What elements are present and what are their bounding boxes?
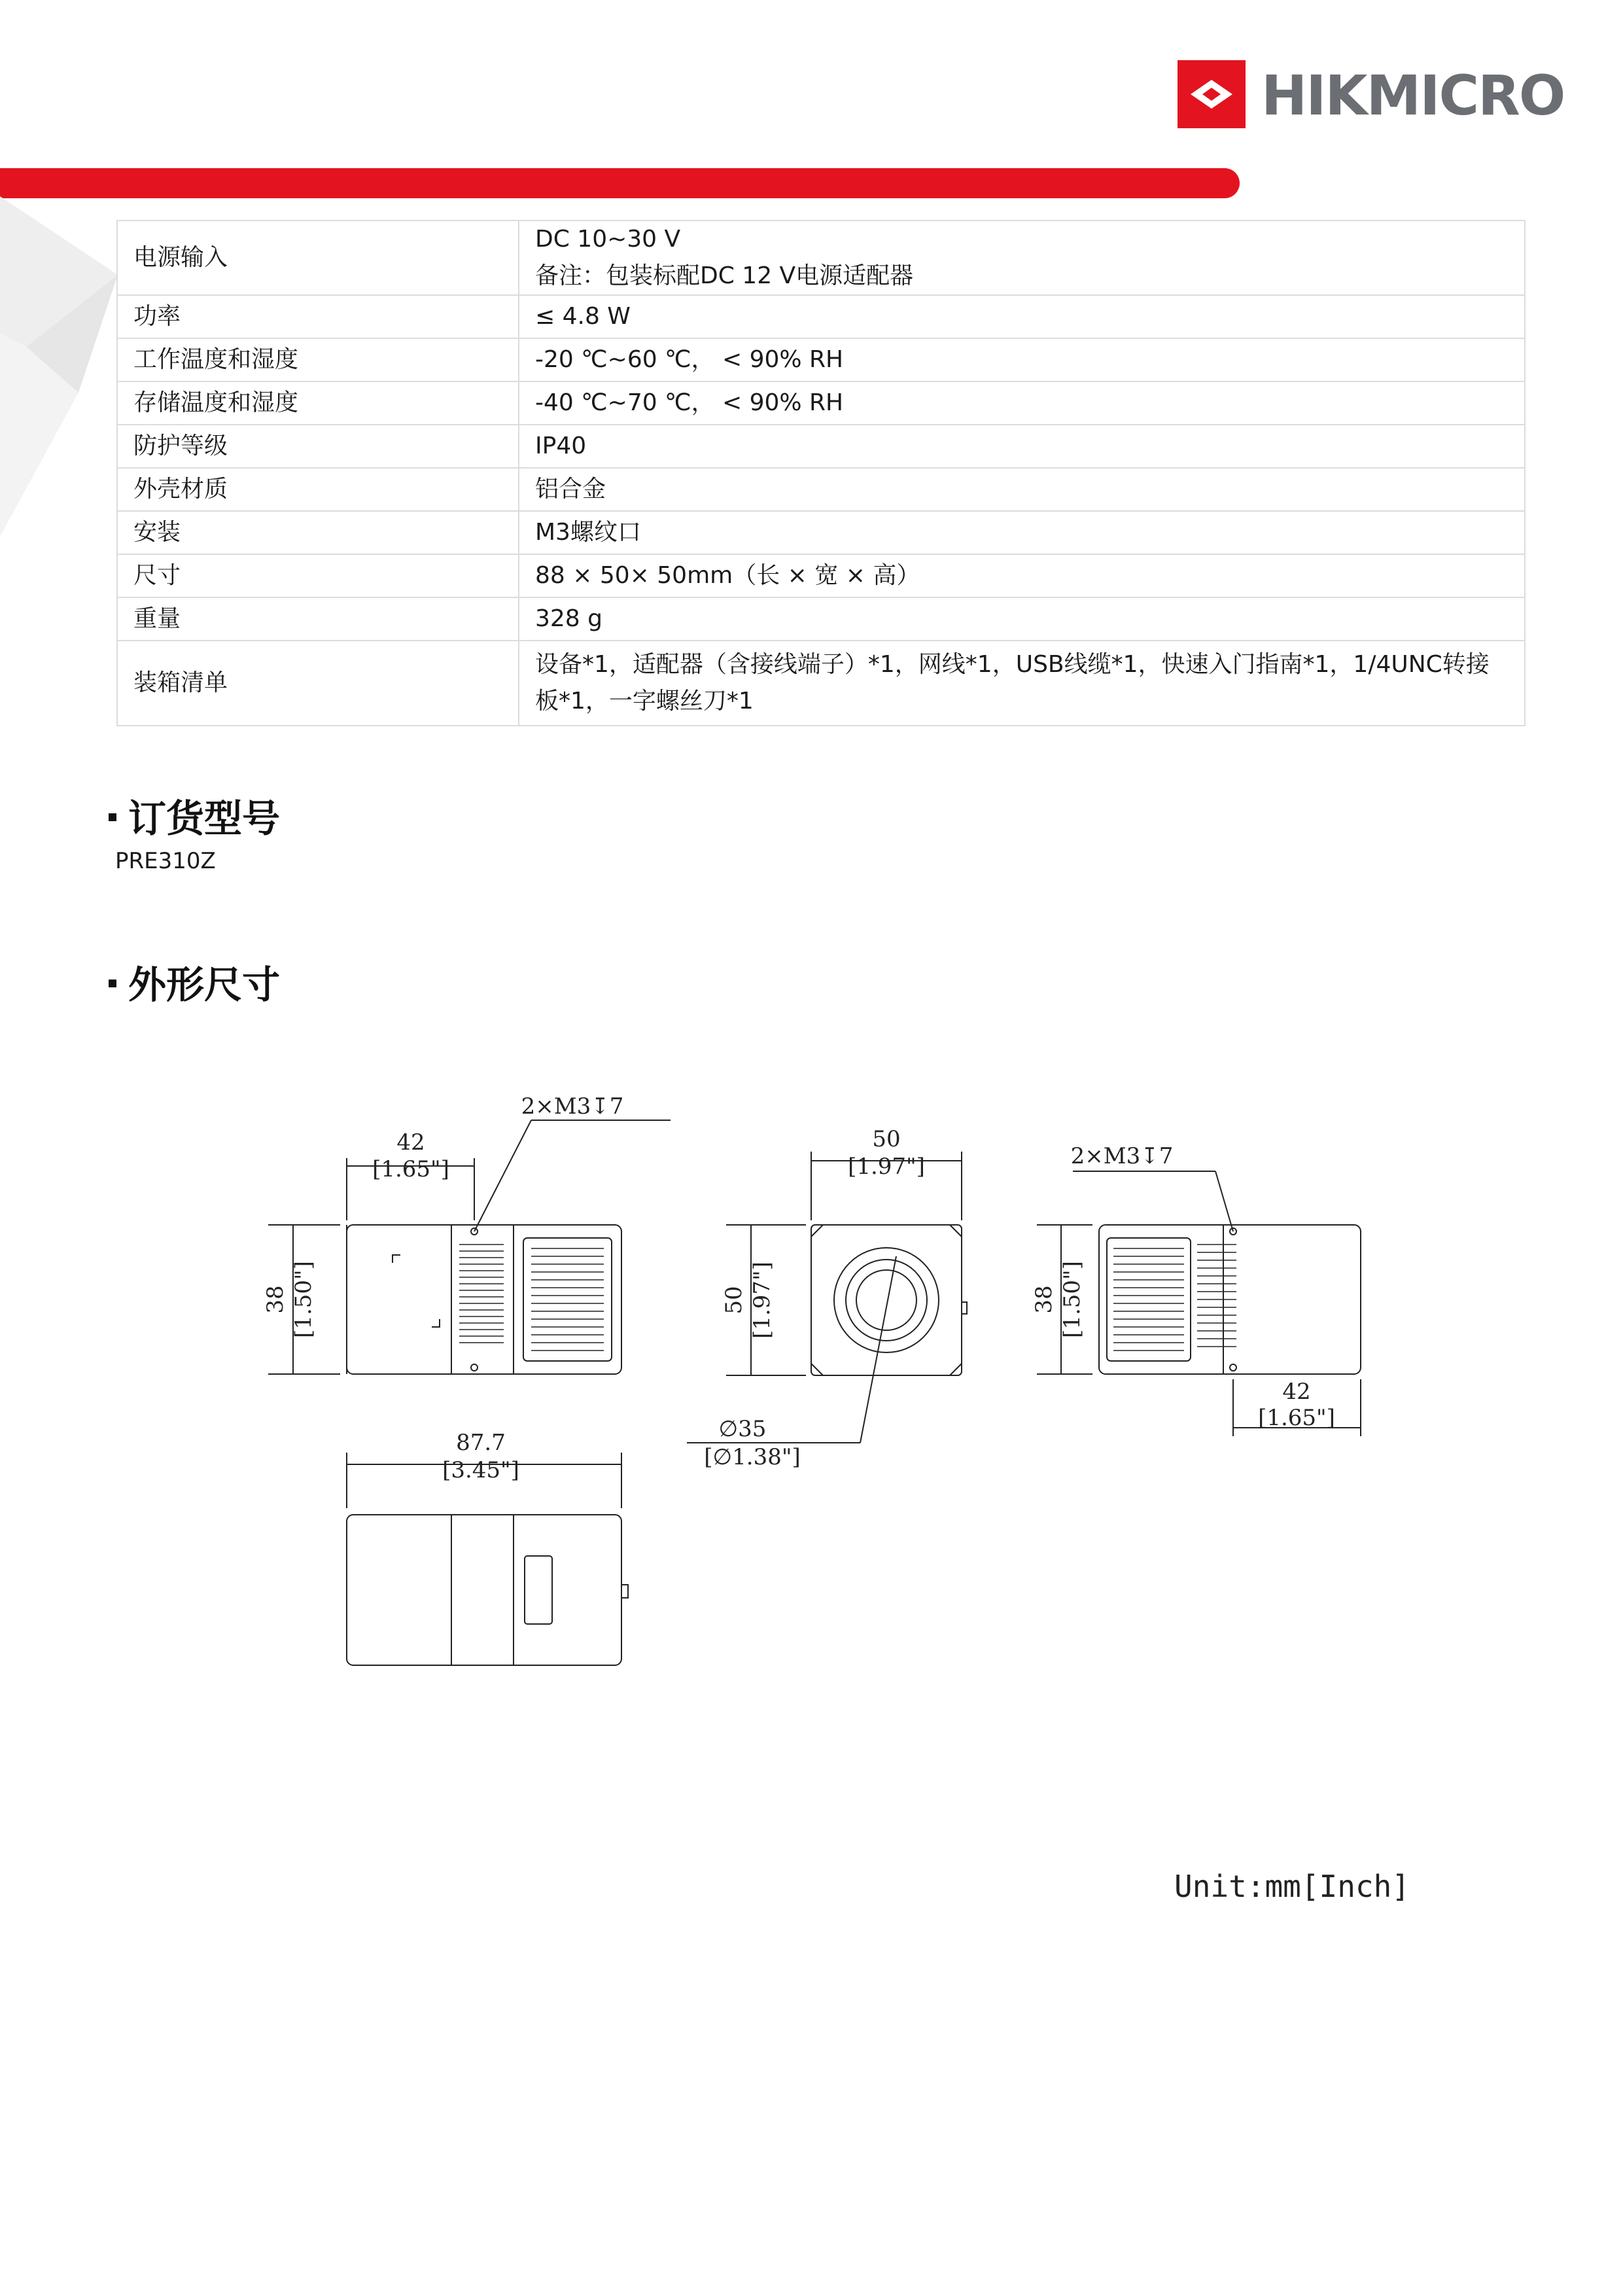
order-heading-text: 订货型号	[128, 796, 281, 841]
dim-thread-right: 2×M3↧7	[1070, 1143, 1174, 1169]
spec-row	[117, 641, 1525, 726]
top-view	[347, 1453, 628, 1665]
spec-row	[117, 381, 1525, 425]
spec-value-line: DC 10~30 V	[535, 226, 681, 253]
spec-row	[117, 597, 1525, 641]
spec-value	[519, 468, 1525, 511]
dimensions-heading-text: 外形尺寸	[128, 963, 281, 1007]
brand-logo	[1178, 58, 1565, 130]
dim-right-height-mm: 38	[1031, 1285, 1057, 1314]
dim-front-height-mm: 50	[721, 1286, 747, 1315]
brand-name: HIKMICRO	[1261, 63, 1565, 128]
spec-row	[117, 338, 1525, 381]
dim-front-width-in: [1.97"]	[848, 1154, 925, 1180]
spec-label: 装箱清单	[117, 641, 519, 726]
heading-bullet	[109, 813, 116, 821]
spec-row	[117, 511, 1525, 554]
spec-value	[519, 554, 1525, 597]
dimensions-heading	[109, 954, 280, 1009]
spec-label: 存储温度和湿度	[117, 381, 519, 425]
dimension-drawing	[249, 1080, 1400, 1734]
unit-note: Unit:mm[Inch]	[1174, 1869, 1410, 1904]
spec-label: 工作温度和湿度	[117, 338, 519, 381]
spec-row	[117, 468, 1525, 511]
spec-row	[117, 554, 1525, 597]
spec-label: 安装	[117, 511, 519, 554]
spec-row	[117, 425, 1525, 468]
spec-value-line: 铝合金	[535, 476, 606, 503]
spec-row	[117, 221, 1525, 295]
spec-value	[519, 511, 1525, 554]
spec-table	[116, 220, 1526, 726]
spec-value-line: 备注：包装标配DC 12 V电源适配器	[535, 262, 914, 289]
dim-top-length-in: [3.45"]	[442, 1457, 519, 1483]
dim-thread-top: 2×M3↧7	[521, 1093, 624, 1120]
spec-label: 功率	[117, 295, 519, 338]
spec-value-line: M3螺纹口	[535, 519, 641, 546]
spec-value	[519, 338, 1525, 381]
dim-right-width-in: [1.65"]	[1258, 1405, 1335, 1431]
dim-lens-in: [∅1.38"]	[704, 1444, 801, 1470]
dim-side-height-in: [1.50"]	[290, 1261, 317, 1338]
spec-value	[519, 221, 1525, 295]
side-view-right	[1037, 1171, 1361, 1436]
dim-side-height-mm: 38	[262, 1285, 288, 1314]
spec-value	[519, 381, 1525, 425]
spec-value-line: IP40	[535, 433, 587, 459]
spec-value	[519, 641, 1525, 726]
order-heading	[109, 788, 280, 843]
spec-label: 防护等级	[117, 425, 519, 468]
heading-bullet	[109, 980, 116, 987]
spec-value-line: -20 ℃~60 ℃， < 90% RH	[535, 346, 844, 373]
dim-side-width-mm: 42	[396, 1129, 425, 1156]
dim-front-width-mm: 50	[872, 1126, 901, 1152]
spec-label: 电源输入	[117, 221, 519, 295]
spec-value-line: ≤ 4.8 W	[535, 303, 631, 330]
dim-top-length-mm: 87.7	[456, 1430, 506, 1456]
dim-right-height-in: [1.50"]	[1059, 1261, 1085, 1338]
decorative-shard-graphic	[0, 196, 118, 537]
dim-front-height-in: [1.97"]	[749, 1262, 775, 1339]
spec-label: 外壳材质	[117, 468, 519, 511]
dim-side-width-in: [1.65"]	[372, 1156, 449, 1182]
spec-label: 重量	[117, 597, 519, 641]
side-view-left	[268, 1120, 671, 1374]
spec-value	[519, 425, 1525, 468]
spec-value-line: -40 ℃~70 ℃， < 90% RH	[535, 389, 844, 416]
spec-row	[117, 295, 1525, 338]
model-number: PRE310Z	[115, 848, 216, 874]
spec-value	[519, 597, 1525, 641]
dim-lens-mm: ∅35	[718, 1416, 767, 1442]
spec-value-line: 板*1，一字螺丝刀*1	[535, 688, 754, 715]
spec-value	[519, 295, 1525, 338]
header-red-bar	[0, 168, 1240, 198]
hikmicro-logo-icon	[1178, 60, 1246, 128]
spec-label: 尺寸	[117, 554, 519, 597]
spec-value-line: 328 g	[535, 605, 603, 632]
dim-right-width-mm: 42	[1282, 1379, 1311, 1405]
spec-value-line: 设备*1，适配器（含接线端子）*1，网线*1，USB线缆*1，快速入门指南*1，1/4UNC转接	[535, 651, 1490, 678]
spec-value-line: 88 × 50× 50mm（长 × 宽 × 高）	[535, 562, 920, 589]
